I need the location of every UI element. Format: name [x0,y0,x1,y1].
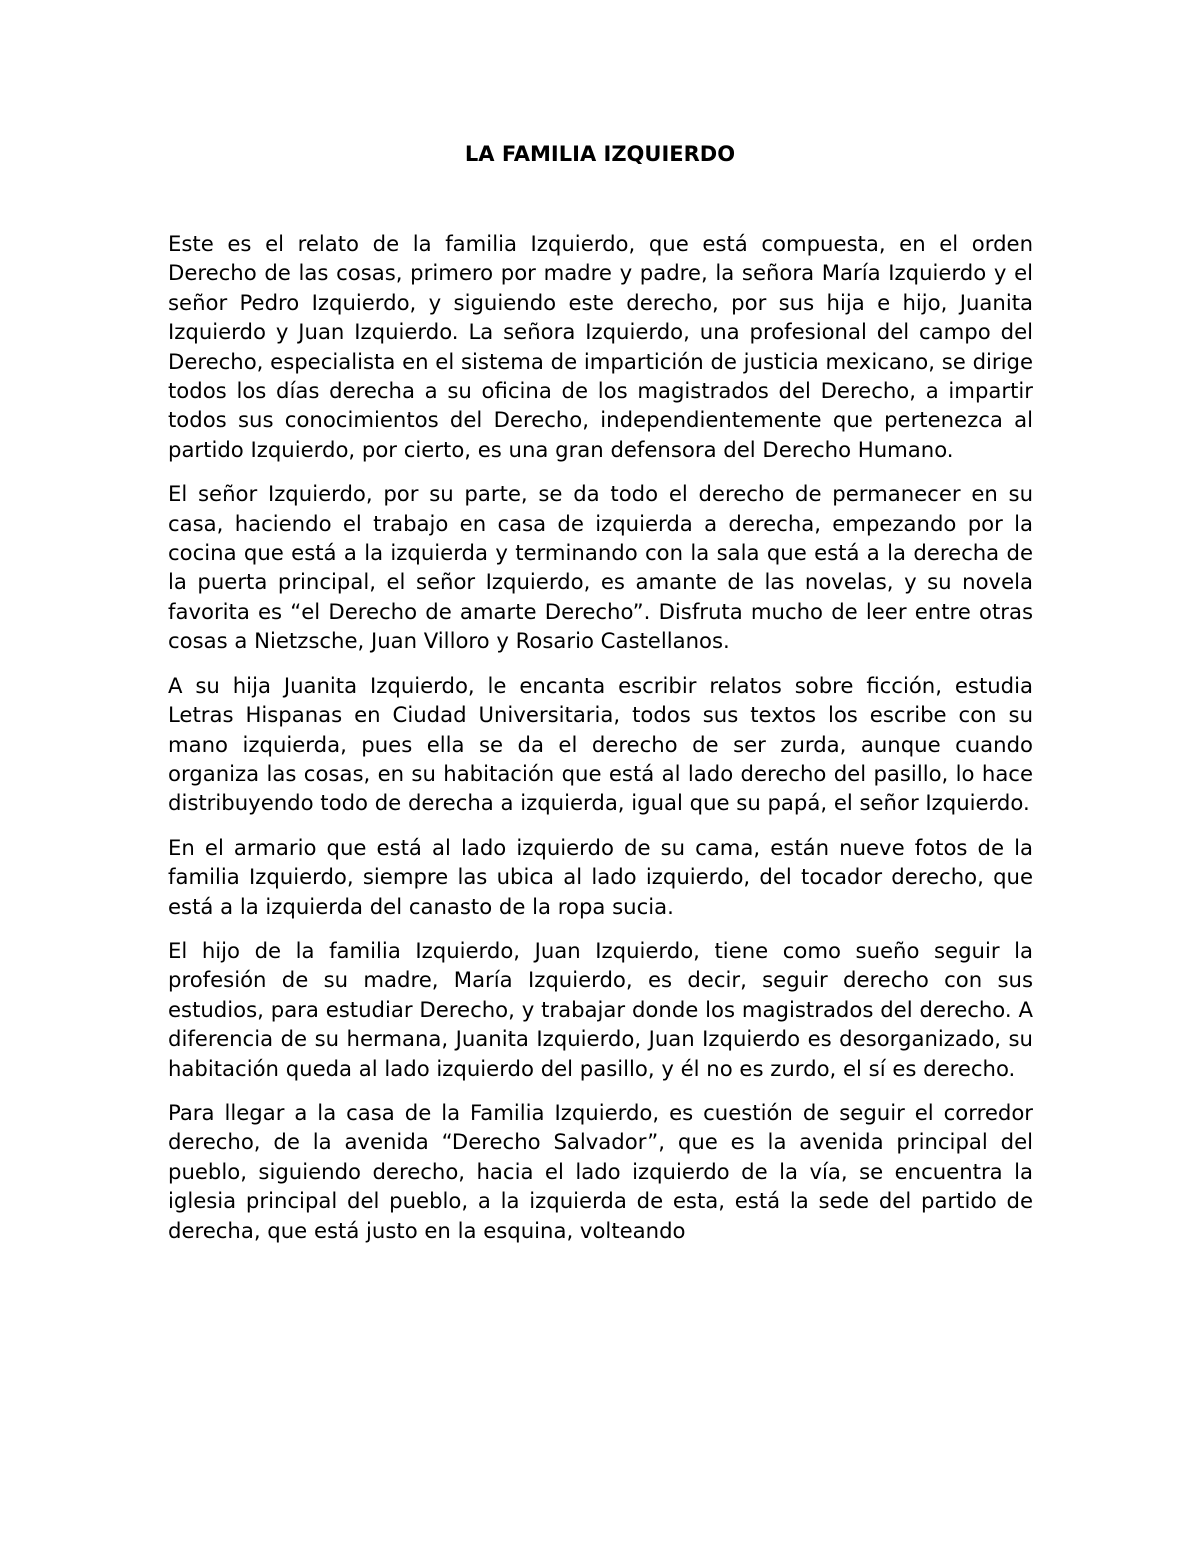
document-title: LA FAMILIA IZQUIERDO [464,142,736,166]
paragraph-2: El señor Izquierdo, por su parte, se da todo el derecho de permanecer en su casa, haciendo el trabajo en casa de izquierda a derecha, empezando por la cocina que está a la izquierda y terminando con la sala que está a la derecha de la puerta principal, el señor Izquierdo, es amante de las novelas, y su novela favorita es “el Derecho de amarte Derecho”. Disfruta mucho de leer entre otras cosas a Nietzsche, Juan Villoro y Rosario Castellanos. [168,481,1033,654]
paragraph-5: El hijo de la familia Izquierdo, Juan Izquierdo, tiene como sueño seguir la profesión de su madre, María Izquierdo, es decir, seguir derecho con sus estudios, para estudiar Derecho, y trabajar donde los magistrados del derecho. A diferencia de su hermana, Juanita Izquierdo, Juan Izquierdo es desorganizado, su habitación queda al lado izquierdo del pasillo, y él no es zurdo, el sí es derecho. [168,937,1033,1081]
paragraph-6: Para llegar a la casa de la Familia Izquierdo, es cuestión de seguir el corredor derecho, de la avenida “Derecho Salvador”, que es la avenida principal del pueblo, siguiendo derecho, hacia el lado izquierdo de la vía, se encuentra la iglesia principal del pueblo, a la izquierda de esta, está la sede del partido de derecha, que está justo en la esquina, volteando [168,1099,1033,1243]
paragraph-1: Este es el relato de la familia Izquierdo, que está compuesta, en el orden Derecho de las cosas, primero por madre y padre, la señora María Izquierdo y el señor Pedro Izquierdo, y siguiendo este derecho, por sus hija e hijo, Juanita Izquierdo y Juan Izquierdo. La señora Izquierdo, una profesional del campo del Derecho, especialista en el sistema de impartición de justicia mexicano, se dirige todos los días derecha a su oficina de los magistrados del Derecho, a impartir todos sus conocimientos del Derecho, independientemente que pertenezca al partido Izquierdo, por cierto, es una gran defensora del Derecho Humano. [168,231,1033,462]
paragraph-3: A su hija Juanita Izquierdo, le encanta escribir relatos sobre ficción, estudia Letras Hispanas en Ciudad Universitaria, todos sus textos los escribe con su mano izquierda, pues ella se da el derecho de ser zurda, aunque cuando organiza las cosas, en su habitación que está al lado derecho del pasillo, lo hace distribuyendo todo de derecha a izquierda, igual que su papá, el señor Izquierdo. [168,672,1033,816]
document-body [168,229,1033,1260]
paragraph-4: En el armario que está al lado izquierdo de su cama, están nueve fotos de la familia Izquierdo, siempre las ubica al lado izquierdo, del tocador derecho, que está a la izquierda del canasto de la ropa sucia. [168,834,1033,919]
